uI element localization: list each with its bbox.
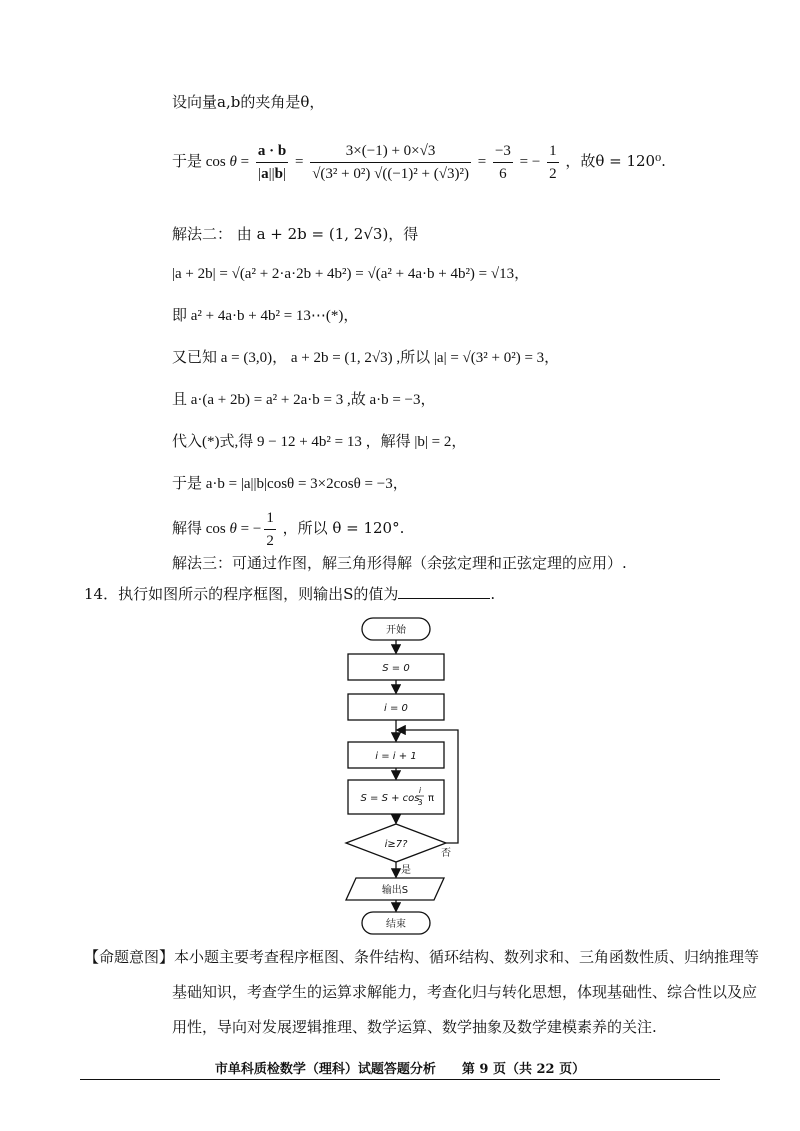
start-label: 开始 [386, 625, 406, 636]
line-star: 即 a² + 4a·b + 4b² = 13⋯(*)， [172, 308, 359, 324]
method3-line: 解法三：可通过作图，解三角形得解（余弦定理和正弦定理的应用）. [172, 554, 627, 572]
intent-line-2: 基础知识，考查学生的运算求解能力，考查化归与转化思想，体现基础性、综合性以及应 [172, 983, 758, 1001]
intent-text-1: 本小题主要考查程序框图、条件结构、循环结构、数列求和、三角函数性质、归纳推理等 [174, 948, 760, 966]
line-intro: 设向量a,b的夹角是θ， [172, 93, 325, 111]
condition-label: i≥7? [384, 839, 408, 850]
answer-blank [398, 584, 490, 599]
output-label: 输出S [381, 885, 409, 896]
update-num: i [418, 786, 422, 795]
end-label: 结束 [386, 919, 406, 930]
line-then: 于是 a·b = |a||b|cosθ = 3×2cosθ = −3， [172, 476, 408, 492]
question-14-end: . [490, 585, 496, 603]
cos-formula: 于是 cos θ = $\frac{a \cdot b}{|a||b|}$ = $\frac{3\times(-1) + 0\times√3}{\text{√(3² + 0²) √((−1)² + (√3)²)}}$ = $\frac{-3}{6}$ = − $\frac{1}{2}$ ，故θ = 120⁰. [172, 140, 666, 200]
loop-back-arrow [398, 730, 458, 843]
update-label: S = S + cos [360, 793, 420, 804]
cos-prefix: 于是 [172, 151, 203, 170]
update-pi: π [427, 793, 435, 804]
footer-rule [80, 1079, 720, 1080]
update-den: 3 [417, 798, 423, 807]
line-norm: |a + 2b| = √(a² + 2·a·2b + 4b²) = √(a² + 4a·b + 4b²) = √13， [172, 266, 530, 282]
line-solve: 解得 cos θ = − $\frac{1}{2}$ ，所以 θ = 120°. [172, 507, 404, 553]
yes-label: 是 [401, 865, 411, 876]
question-14-text: 14．执行如图所示的程序框图，则输出S的值为 [84, 585, 399, 603]
cos-suffix: ，故θ = 120⁰. [565, 151, 666, 170]
page-footer: 市单科质检数学（理科）试题答题分析 第 9 页（共 22 页） [214, 1062, 586, 1077]
no-label: 否 [441, 848, 451, 859]
method2-line [172, 224, 418, 244]
method2-label: 解法二： [172, 225, 233, 243]
solve-prefix: 解得 [172, 518, 203, 537]
flowchart [330, 608, 480, 938]
solve-suffix: ，所以 θ = 120°. [282, 518, 405, 537]
line-known: 又已知 a = (3,0)， a + 2b = (1, 2√3) ,所以 |a| = √(3² + 0²) = 3， [172, 350, 560, 366]
increment-label: i = i + 1 [375, 751, 417, 762]
question-14 [84, 584, 495, 604]
intent-line-3: 用性，导向对发展逻辑推理、数学运算、数学抽象及数学建模素养的关注. [172, 1018, 657, 1036]
method2-given: 由 a + 2b = (1, 2√3)，得 [236, 225, 419, 243]
i-init-label: i = 0 [384, 703, 408, 714]
line-substitute: 代入(*)式,得 9 − 12 + 4b² = 13 ，解得 |b| = 2， [172, 434, 467, 450]
s-init-label: S = 0 [382, 663, 410, 674]
line-dot: 且 a·(a + 2b) = a² + 2a·b = 3 ,故 a·b = −3， [172, 392, 436, 408]
intent-label: 【命题意图】 [84, 948, 175, 966]
intent-line-1 [84, 947, 759, 967]
